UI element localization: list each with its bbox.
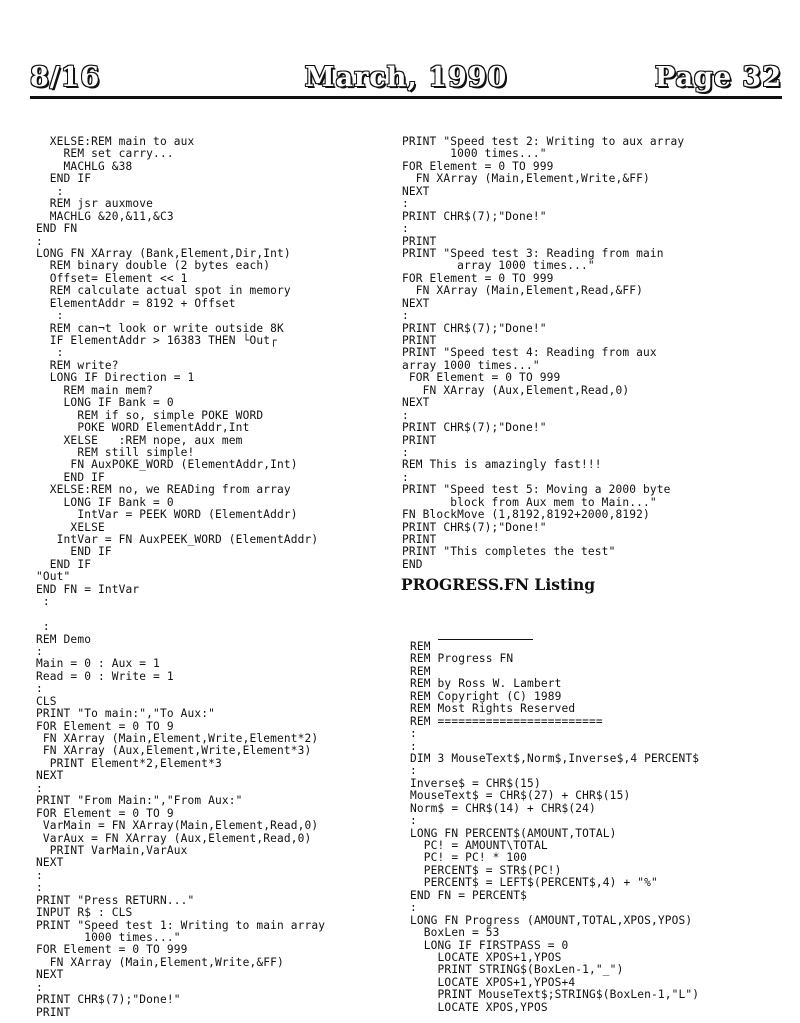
code-line: :	[410, 764, 417, 778]
code-line: INPUT R$ : CLS	[36, 906, 133, 920]
code-line: REM Progress FN	[410, 652, 514, 666]
code-line: PC! = AMOUNT\TOTAL	[410, 839, 548, 852]
code-line: FOR Element = 0 TO 999	[402, 371, 561, 385]
code-line: FN XArray (Main,Element,Write,Element*2)	[36, 732, 319, 745]
listing-header-underline	[438, 639, 533, 640]
code-line: VarAux = FN XArray (Aux,Element,Read,0)	[36, 831, 312, 845]
code-line: LONG IF Bank = 0	[36, 396, 174, 410]
code-line: :	[410, 739, 417, 753]
code-line: END IF	[36, 545, 112, 559]
code-line: END	[402, 557, 423, 571]
code-column-right	[402, 136, 684, 571]
code-line: :	[410, 814, 417, 828]
code-line: NEXT	[402, 184, 430, 198]
code-line: Norm$ = CHR$(14) + CHR$(24)	[410, 801, 596, 815]
code-line: "Out"	[36, 570, 71, 584]
code-line: :	[36, 620, 50, 634]
code-line: LOCATE XPOS+1,YPOS	[410, 950, 562, 964]
code-line: PRINT CHR$(7);"Done!"	[402, 520, 547, 534]
code-line: VarMain = FN XArray(Main,Element,Read,0)	[36, 819, 319, 833]
code-line: REM main mem?	[36, 383, 154, 397]
code-line: PRINT	[402, 533, 437, 546]
code-line: REM can¬t look or write outside 8K	[36, 321, 284, 335]
code-line: :	[402, 222, 409, 236]
code-line: REM This is amazingly fast!!!	[402, 458, 602, 472]
code-line: NEXT	[36, 968, 64, 982]
code-line: FN XArray (Main,Element,Read,&FF)	[402, 284, 643, 298]
code-line: Offset= Element << 1	[36, 271, 188, 285]
code-line: IntVar = PEEK WORD (ElementAddr)	[36, 508, 298, 522]
code-line: FN AuxPOKE_WORD (ElementAddr,Int)	[36, 458, 298, 472]
code-line: END FN	[36, 222, 78, 236]
listing-title: PROGRESS.FN Listing	[401, 575, 596, 594]
code-line: FOR Element = 0 TO 9	[36, 806, 174, 820]
code-line: FOR Element = 0 TO 999	[36, 943, 188, 957]
code-line: LOCATE XPOS+1,YPOS+4	[410, 975, 576, 989]
code-line: LONG FN PERCENT$(AMOUNT,TOTAL)	[410, 826, 617, 840]
code-line: PRINT "This completes the test"	[402, 545, 616, 559]
code-line: :	[402, 470, 409, 484]
code-line: :	[410, 727, 417, 741]
code-line: FOR Element = 0 TO 999	[402, 159, 554, 173]
code-line: BoxLen = 53	[410, 926, 500, 940]
code-line: Read = 0 : Write = 1	[36, 669, 174, 683]
code-listing	[410, 641, 699, 1014]
code-line: PC! = PC! * 100	[410, 851, 528, 865]
code-line: PERCENT$ = LEFT$(PERCENT$,4) + "%"	[410, 876, 658, 890]
code-line: END IF	[36, 557, 92, 571]
code-line: block from Aux mem to Main..."	[402, 495, 657, 509]
code-line: PRINT "Speed test 5: Moving a 2000 byte	[402, 483, 671, 497]
issue-number: 8/16	[30, 62, 101, 93]
code-line: PRINT "Press RETURN..."	[36, 893, 195, 907]
code-line: END FN = PERCENT$	[410, 888, 528, 902]
code-line: :	[402, 445, 409, 459]
code-line: REM jsr auxmove	[36, 197, 154, 211]
page-number: Page 32	[654, 62, 782, 93]
code-line: :	[410, 901, 417, 915]
code-line: PRINT CHR$(7);"Done!"	[36, 993, 181, 1007]
code-line: array 1000 times..."	[402, 259, 595, 273]
code-line: XELSE:REM main to aux	[36, 135, 195, 148]
code-line: LONG FN Progress (AMOUNT,TOTAL,XPOS,YPOS)	[410, 913, 693, 927]
code-line: MACHLG &38	[36, 159, 133, 173]
code-line: NEXT	[36, 856, 64, 870]
code-line: PRINT "To main:","To Aux:"	[36, 707, 216, 721]
code-line: XELSE :REM nope, aux mem	[36, 433, 243, 447]
code-line: PRINT "Speed test 4: Reading from aux	[402, 346, 657, 360]
code-line: :	[402, 197, 409, 211]
code-line: FN XArray (Main,Element,Write,&FF)	[402, 172, 650, 186]
code-line: PRINT STRING$(BoxLen-1,"_")	[410, 963, 624, 977]
code-line: :	[402, 408, 409, 422]
code-line: REM binary double (2 bytes each)	[36, 259, 271, 273]
code-line: PRINT "Speed test 1: Writing to main array	[36, 918, 326, 932]
code-line: REM set carry...	[36, 147, 174, 161]
code-line: LONG IF Bank = 0	[36, 495, 174, 509]
code-line: MouseText$ = CHR$(27) + CHR$(15)	[410, 789, 631, 803]
code-line: PRINT CHR$(7);"Done!"	[402, 321, 547, 335]
issue-date: March, 1990	[304, 62, 508, 93]
code-line: :	[36, 781, 43, 795]
code-line: NEXT	[36, 769, 64, 783]
code-line: FN XArray (Aux,Element,Write,Element*3)	[36, 744, 312, 758]
code-line: :	[36, 184, 64, 198]
code-line: END IF	[36, 172, 92, 186]
code-line: REM	[410, 640, 431, 653]
code-line: Main = 0 : Aux = 1	[36, 657, 160, 671]
code-line: NEXT	[402, 396, 430, 410]
code-line: REM write?	[36, 358, 119, 372]
code-line: :	[36, 881, 43, 895]
code-line: PRINT	[36, 1005, 71, 1019]
code-line: FOR Element = 0 TO 999	[402, 271, 554, 285]
code-line: :	[36, 644, 43, 658]
code-line: PRINT CHR$(7);"Done!"	[402, 209, 547, 223]
code-line: REM Demo	[36, 632, 92, 646]
code-line: FN XArray (Aux,Element,Read,0)	[402, 383, 630, 397]
code-line	[36, 609, 325, 621]
code-line: REM by Ross W. Lambert	[410, 677, 562, 691]
code-line: :	[36, 309, 64, 323]
code-line: XELSE:REM no, we READing from array	[36, 483, 291, 497]
code-line: IF ElementAddr > 16383 THEN └Out┌	[36, 334, 277, 347]
code-line: PRINT	[402, 433, 437, 447]
code-line: REM still simple!	[36, 445, 195, 459]
code-line: LONG FN XArray (Bank,Element,Dir,Int)	[36, 246, 291, 260]
code-line: REM if so, simple POKE WORD	[36, 408, 264, 422]
code-column-left	[36, 136, 325, 1019]
code-line: :	[36, 595, 50, 609]
code-line: DIM 3 MouseText$,Norm$,Inverse$,4 PERCENT$	[410, 751, 700, 765]
code-line: PRINT "From Main:","From Aux:"	[36, 794, 243, 808]
code-line: FN BlockMove (1,8192,8192+2000,8192)	[402, 508, 650, 522]
code-line: REM calculate actual spot in memory	[36, 284, 291, 298]
code-line: END IF	[36, 470, 105, 484]
code-line: NEXT	[402, 296, 430, 310]
page-header	[30, 62, 782, 96]
code-line: PERCENT$ = STR$(PC!)	[410, 863, 562, 877]
code-line: :	[36, 980, 43, 994]
code-line: 1000 times..."	[36, 931, 181, 944]
code-line: REM Copyright (C) 1989	[410, 689, 562, 703]
code-line: PRINT VarMain,VarAux	[36, 843, 188, 857]
code-line: :	[402, 309, 409, 323]
code-line: :	[36, 682, 43, 696]
code-line: PRINT	[402, 334, 437, 347]
code-line: PRINT "Speed test 3: Reading from main	[402, 246, 664, 260]
code-line: CLS	[36, 694, 57, 708]
code-line: REM ========================	[410, 714, 603, 728]
code-line: ElementAddr = 8192 + Offset	[36, 296, 236, 310]
code-line: PRINT CHR$(7);"Done!"	[402, 421, 547, 435]
code-line: :	[36, 234, 43, 248]
code-line: LONG IF Direction = 1	[36, 371, 195, 385]
code-line: POKE WORD ElementAddr,Int	[36, 421, 250, 435]
code-line: PRINT Element*2,Element*3	[36, 756, 222, 770]
code-line: XELSE	[36, 520, 105, 534]
code-line: FOR Element = 0 TO 9	[36, 719, 174, 733]
code-line: REM Most Rights Reserved	[410, 702, 576, 716]
code-line: MACHLG &20,&11,&C3	[36, 209, 174, 223]
code-line: IntVar = FN AuxPEEK_WORD (ElementAddr)	[36, 533, 319, 546]
code-line: LOCATE XPOS,YPOS	[410, 1000, 548, 1014]
code-line: REM	[410, 664, 431, 678]
code-line: PRINT "Speed test 2: Writing to aux array	[402, 135, 685, 148]
code-line: :	[36, 346, 64, 360]
code-line: LONG IF FIRSTPASS = 0	[410, 938, 569, 952]
code-line: 1000 times..."	[402, 147, 547, 161]
code-line: Inverse$ = CHR$(15)	[410, 776, 541, 790]
code-line: array 1000 times..."	[402, 358, 540, 372]
code-line: :	[36, 868, 43, 882]
code-line: FN XArray (Main,Element,Write,&FF)	[36, 955, 284, 969]
header-rule	[30, 96, 782, 99]
code-line: PRINT	[402, 234, 437, 248]
code-line: END FN = IntVar	[36, 582, 140, 596]
code-line: PRINT MouseText$;STRING$(BoxLen-1,"L")	[410, 988, 700, 1002]
